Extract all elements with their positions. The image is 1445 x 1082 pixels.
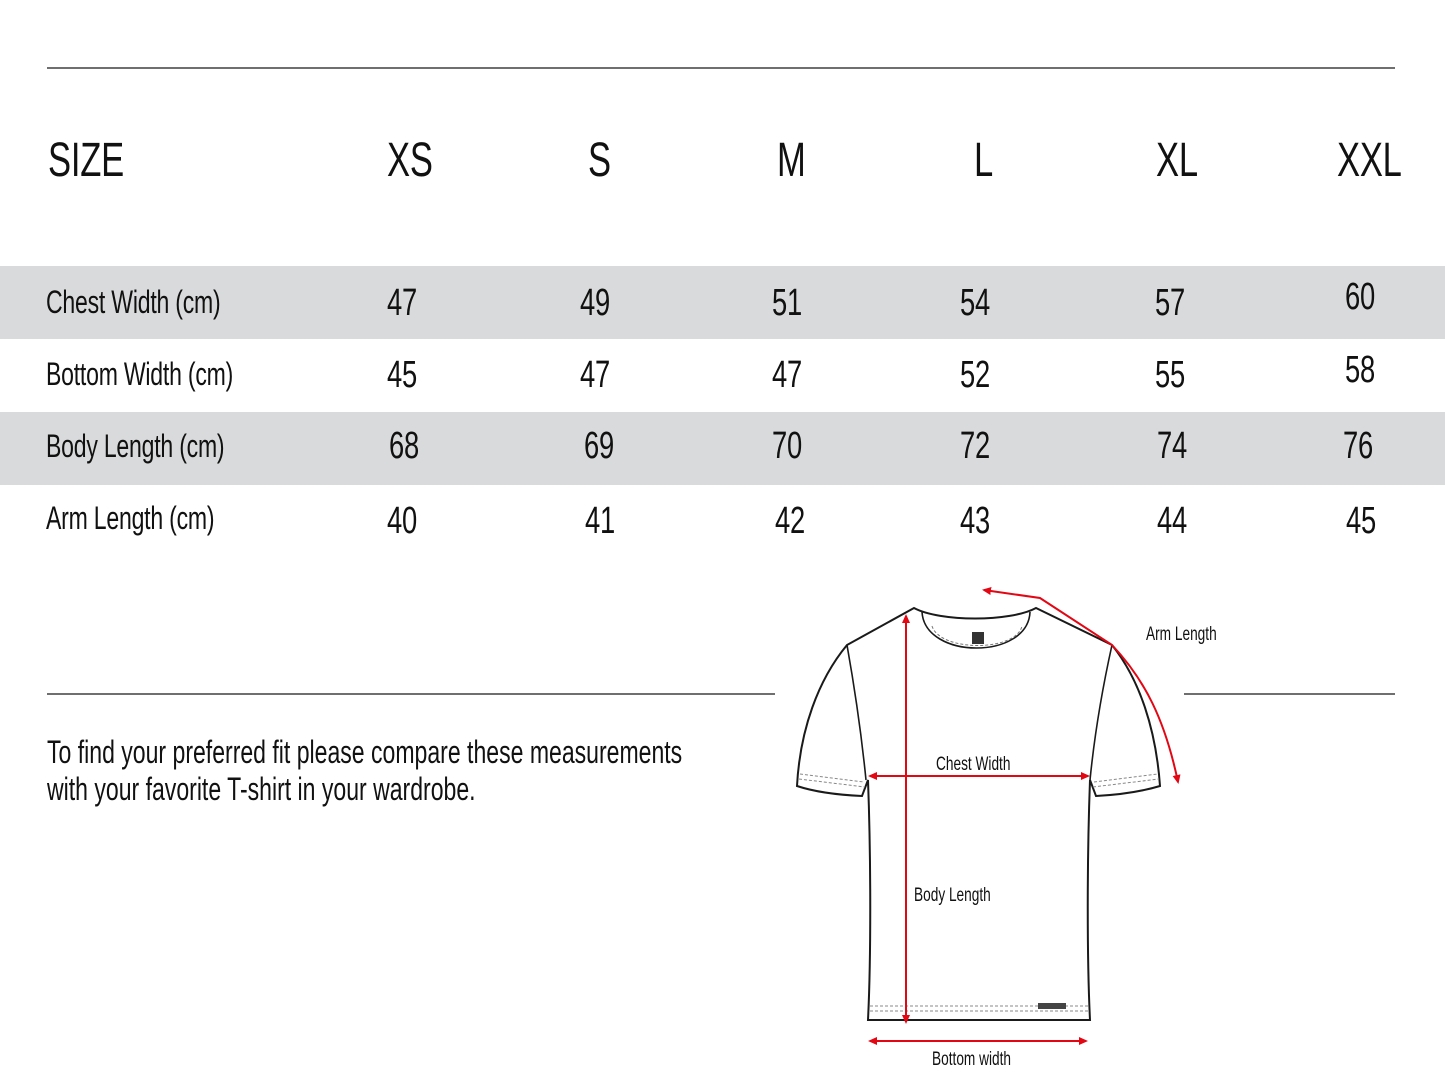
table-cell: 69 [584,425,615,467]
fit-instructions-line-2: with your favorite T-shirt in your wardrobe. [47,771,476,807]
table-cell: 55 [1155,354,1186,396]
table-cell: 60 [1345,276,1376,318]
table-cell: 43 [960,500,991,542]
bottom-width-label: Bottom width [932,1047,1012,1070]
table-cell: 58 [1345,349,1376,391]
table-cell: 57 [1155,282,1186,324]
middle-divider-left [47,693,775,695]
table-cell: 45 [387,354,418,396]
table-cell: 52 [960,354,991,396]
table-cell: 68 [389,425,420,467]
table-cell: 45 [1346,500,1377,542]
size-header-xs: XS [387,134,433,187]
size-header-xxl: XXL [1337,134,1402,187]
body-length-label: Body Length [914,883,991,906]
size-header-xl: XL [1156,134,1198,187]
neck-label-icon [972,632,984,644]
table-cell: 47 [580,354,611,396]
table-cell: 70 [772,425,803,467]
table-cell: 72 [960,425,991,467]
row-label-chest-width: Chest Width (cm) [46,284,221,320]
row-label-arm-length: Arm Length (cm) [46,500,215,536]
fit-instructions [47,734,682,808]
row-label-body-length: Body Length (cm) [46,428,225,464]
table-cell: 47 [772,354,803,396]
chest-width-label: Chest Width [936,752,1011,775]
size-header-label: SIZE [48,134,124,187]
table-cell: 44 [1157,500,1188,542]
size-header-m: M [777,134,806,187]
table-cell: 76 [1343,425,1374,467]
arm-length-label: Arm Length [1146,622,1217,645]
hem-tag-icon [1038,1003,1066,1009]
tshirt-measurement-diagram [780,575,1240,1075]
table-cell: 42 [775,500,806,542]
fit-instructions-line-1: To find your preferred fit please compare these measurements [47,734,683,770]
size-header-l: L [974,134,994,187]
table-cell: 49 [580,282,611,324]
table-cell: 47 [387,282,418,324]
top-divider [47,67,1395,69]
size-header-s: S [588,134,611,187]
table-cell: 54 [960,282,991,324]
table-cell: 51 [772,282,803,324]
table-cell: 40 [387,500,418,542]
row-label-bottom-width: Bottom Width (cm) [46,356,234,392]
table-cell: 41 [585,500,616,542]
table-cell: 74 [1157,425,1188,467]
